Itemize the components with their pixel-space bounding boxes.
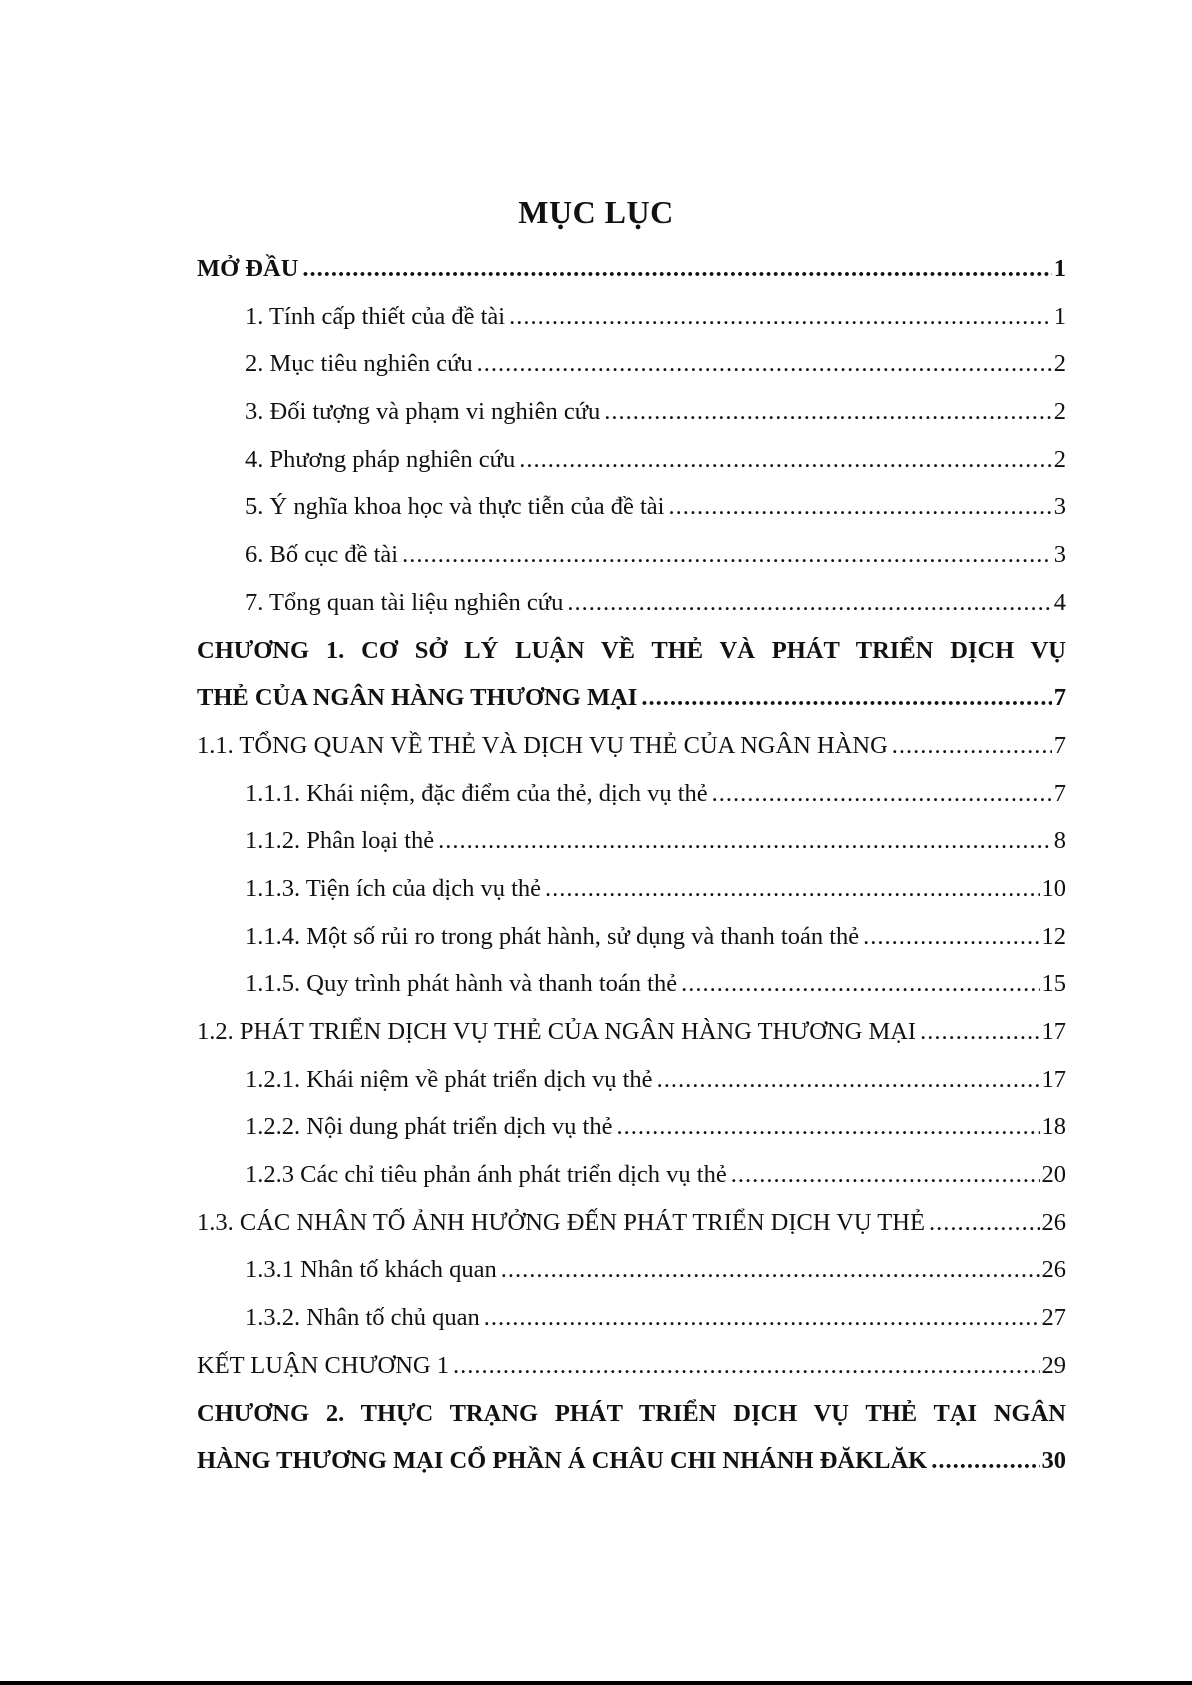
toc-entry[interactable] xyxy=(197,531,1066,579)
toc-page-number: 18 xyxy=(1041,1113,1066,1141)
toc-entry[interactable] xyxy=(197,579,1066,627)
toc-entry[interactable] xyxy=(197,1342,1066,1390)
toc-entry[interactable] xyxy=(197,436,1066,484)
toc-entry[interactable] xyxy=(197,674,1066,722)
toc-leader-dots xyxy=(616,1103,1039,1151)
toc-entry[interactable] xyxy=(197,722,1066,770)
toc-page-number: 12 xyxy=(1041,922,1066,950)
toc-entry-label: 1.1.4. Một số rủi ro trong phát hành, sử dụng và thanh toán thẻ xyxy=(245,922,860,950)
toc-entry-label: 3. Đối tượng và phạm vi nghiên cứu xyxy=(245,398,601,426)
page-bottom-border xyxy=(0,1681,1192,1685)
toc-leader-dots xyxy=(892,722,1052,770)
toc-page-number: 17 xyxy=(1041,1018,1066,1045)
toc-page-number: 2 xyxy=(1053,445,1066,473)
toc-leader-dots xyxy=(931,1437,1039,1485)
toc-entry-label: 1.2.3 Các chỉ tiêu phản ánh phát triển dịch vụ thẻ xyxy=(245,1161,727,1189)
toc-entry[interactable] xyxy=(197,1246,1066,1294)
toc-page-number: 2 xyxy=(1053,350,1066,378)
toc-entry-label: HÀNG THƯƠNG MẠI CỔ PHẦN Á CHÂU CHI NHÁNH ĐĂKLĂK xyxy=(197,1447,928,1475)
toc-entry-label: 5. Ý nghĩa khoa học và thực tiễn của đề tài xyxy=(245,493,665,521)
toc-page-number: 15 xyxy=(1041,970,1066,998)
toc-entry[interactable] xyxy=(197,770,1066,818)
toc-entry-label: CHƯƠNG 1. CƠ SỞ LÝ LUẬN VỀ THẺ VÀ PHÁT TRIỂN DỊCH VỤ xyxy=(197,636,1066,664)
toc-leader-dots xyxy=(509,293,1052,341)
toc-leader-dots xyxy=(567,579,1051,627)
toc-leader-dots xyxy=(920,1008,1039,1056)
toc-entry-label: 2. Mục tiêu nghiên cứu xyxy=(245,350,473,378)
toc-leader-dots xyxy=(731,1151,1040,1199)
toc-entry[interactable] xyxy=(197,1056,1066,1104)
toc-leader-dots xyxy=(681,960,1039,1008)
toc-title: MỤC LỤC xyxy=(518,194,674,230)
toc-page-number: 1 xyxy=(1053,255,1066,282)
toc-page-number: 3 xyxy=(1053,493,1066,521)
toc-leader-dots xyxy=(712,770,1052,818)
toc-leader-dots xyxy=(929,1199,1040,1247)
toc-page-number: 20 xyxy=(1041,1161,1066,1189)
toc-page-number: 2 xyxy=(1053,398,1066,426)
toc-entry-label: THẺ CỦA NGÂN HÀNG THƯƠNG MẠI xyxy=(197,684,638,712)
toc-entry[interactable] xyxy=(197,340,1066,388)
toc-entry-label: 1.2. PHÁT TRIỂN DỊCH VỤ THẺ CỦA NGÂN HÀNG THƯƠNG MẠI xyxy=(197,1018,917,1045)
toc-entry-label: 6. Bố cục đề tài xyxy=(245,541,399,569)
toc-page-number: 26 xyxy=(1041,1208,1066,1236)
toc-page-number: 17 xyxy=(1041,1065,1066,1093)
toc-leader-dots xyxy=(402,531,1052,579)
toc-leader-dots xyxy=(484,1294,1040,1342)
toc-page-number: 7 xyxy=(1053,731,1066,759)
toc-entry[interactable] xyxy=(197,293,1066,341)
toc-entry-label: 1.3.1 Nhân tố khách quan xyxy=(245,1256,497,1284)
toc-entry[interactable] xyxy=(197,483,1066,531)
toc-entry[interactable] xyxy=(197,960,1066,1008)
toc-entry[interactable] xyxy=(197,1294,1066,1342)
toc-leader-dots xyxy=(668,483,1051,531)
toc-entry[interactable] xyxy=(197,1199,1066,1247)
toc-entry[interactable] xyxy=(197,1437,1066,1485)
toc-entry[interactable] xyxy=(197,1008,1066,1056)
toc-entry-label: 1.1.3. Tiện ích của dịch vụ thẻ xyxy=(245,874,542,902)
toc-entry-label: 1.3.2. Nhân tố chủ quan xyxy=(245,1304,480,1332)
toc-entry-label: 1.1.1. Khái niệm, đặc điểm của thẻ, dịch vụ thẻ xyxy=(245,779,708,807)
toc-page-number: 27 xyxy=(1041,1304,1066,1332)
toc-page-number: 1 xyxy=(1053,302,1066,330)
toc-leader-dots xyxy=(604,388,1052,436)
table-of-contents xyxy=(197,245,1066,1485)
toc-entry-label: 1.1. TỔNG QUAN VỀ THẺ VÀ DỊCH VỤ THẺ CỦA NGÂN HÀNG xyxy=(197,731,888,759)
toc-entry-label: 1.1.5. Quy trình phát hành và thanh toán thẻ xyxy=(245,970,678,998)
toc-entry[interactable] xyxy=(197,245,1066,293)
toc-entry[interactable] xyxy=(197,1390,1066,1438)
toc-page-number: 7 xyxy=(1053,684,1066,712)
toc-entry-label: 1.3. CÁC NHÂN TỐ ẢNH HƯỞNG ĐẾN PHÁT TRIỂN DỊCH VỤ THẺ xyxy=(197,1208,925,1236)
toc-entry-label: MỞ ĐẦU xyxy=(197,255,299,282)
toc-entry-label: 7. Tổng quan tài liệu nghiên cứu xyxy=(245,588,564,616)
toc-entry[interactable] xyxy=(197,817,1066,865)
toc-entry-label: 1.1.2. Phân loại thẻ xyxy=(245,827,435,855)
toc-page-number: 8 xyxy=(1053,827,1066,855)
toc-leader-dots xyxy=(519,436,1052,484)
toc-page-number: 10 xyxy=(1041,874,1066,902)
toc-leader-dots xyxy=(657,1056,1040,1104)
toc-leader-dots xyxy=(501,1246,1040,1294)
toc-leader-dots xyxy=(302,245,1051,293)
toc-entry[interactable] xyxy=(197,627,1066,675)
toc-leader-dots xyxy=(545,865,1039,913)
toc-leader-dots xyxy=(863,913,1039,961)
toc-entry-label: 1.2.2. Nội dung phát triển dịch vụ thẻ xyxy=(245,1113,613,1141)
toc-page-number: 26 xyxy=(1041,1256,1066,1284)
toc-entry-label: KẾT LUẬN CHƯƠNG 1 xyxy=(197,1351,449,1379)
toc-entry[interactable] xyxy=(197,1103,1066,1151)
toc-leader-dots xyxy=(453,1342,1040,1390)
toc-entry[interactable] xyxy=(197,388,1066,436)
toc-entry-label: 1.2.1. Khái niệm về phát triển dịch vụ thẻ xyxy=(245,1065,653,1093)
toc-entry-label: CHƯƠNG 2. THỰC TRẠNG PHÁT TRIỂN DỊCH VỤ THẺ TẠI NGÂN xyxy=(197,1399,1066,1427)
toc-entry[interactable] xyxy=(197,1151,1066,1199)
toc-page-number: 30 xyxy=(1041,1447,1066,1475)
toc-leader-dots xyxy=(641,674,1051,722)
toc-page-number: 7 xyxy=(1053,779,1066,807)
toc-entry-label: 1. Tính cấp thiết của đề tài xyxy=(245,302,506,330)
toc-leader-dots xyxy=(477,340,1052,388)
toc-page-number: 4 xyxy=(1053,588,1066,616)
toc-page-number: 3 xyxy=(1053,541,1066,569)
toc-entry-label: 4. Phương pháp nghiên cứu xyxy=(245,445,516,473)
toc-entry[interactable] xyxy=(197,913,1066,961)
toc-entry[interactable] xyxy=(197,865,1066,913)
toc-leader-dots xyxy=(438,817,1052,865)
toc-page-number: 29 xyxy=(1041,1351,1066,1379)
